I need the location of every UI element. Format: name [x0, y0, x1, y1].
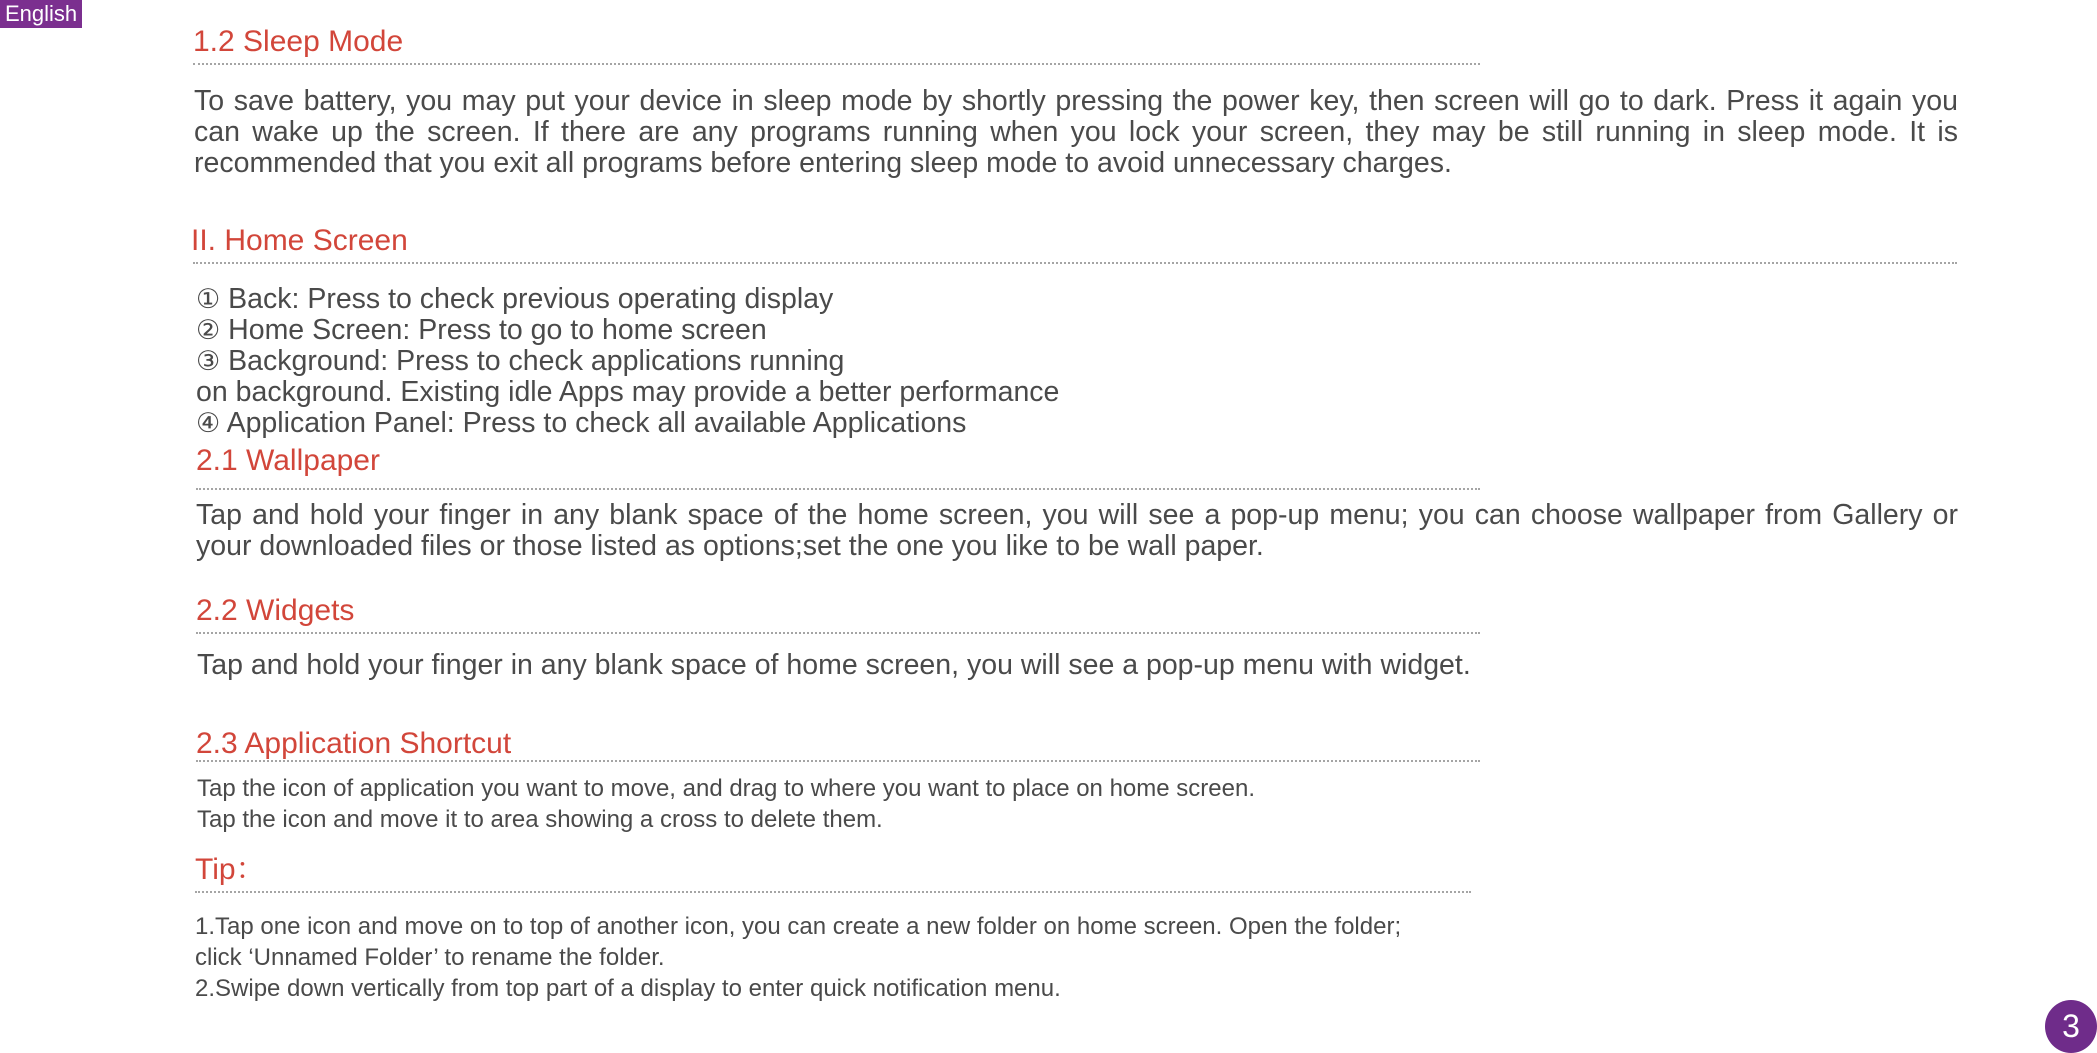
- home-screen-heading: II. Home Screen: [191, 224, 408, 257]
- list-item-text: Home Screen: Press to go to home screen: [220, 314, 767, 346]
- wallpaper-text: Tap and hold your finger in any blank space of the home screen, you will see a pop-up menu; you can choose wallpaper from Gallery or your downloaded files or those listed as options;set the one you like to be wall paper.: [196, 499, 1958, 562]
- wallpaper-heading: 2.1 Wallpaper: [196, 444, 380, 477]
- list-item-text: Application Panel: Press to check all available Applications: [220, 407, 967, 439]
- tip-line: 1.Tap one icon and move on to top of another icon, you can create a new folder on home screen. Open the folder;: [195, 913, 1402, 940]
- sleep-mode-heading: 1.2 Sleep Mode: [193, 25, 404, 58]
- sleep-mode-text: To save battery, you may put your device in sleep mode by shortly pressing the power key, then screen will go to dark. Press it again you can wake up the screen. If there are any programs running when you lock your screen, they may be still running in sleep mode. It is recommended that you exit all programs before entering sleep mode to avoid unnecessary charges.: [194, 85, 1958, 179]
- list-item-back: [196, 284, 1496, 315]
- app-shortcut-heading: 2.3 Application Shortcut: [196, 727, 512, 760]
- app-shortcut-paragraph: [197, 773, 1255, 835]
- list-item-home-screen: [196, 315, 1496, 346]
- home-screen-list: [196, 284, 1496, 439]
- tip-heading: Tip：: [195, 853, 266, 886]
- list-item-text: on background. Existing idle Apps may provide a better performance: [196, 376, 1060, 408]
- section-divider: [195, 891, 1471, 893]
- circled-number-2: ②: [196, 315, 221, 346]
- circled-number-3: ③: [196, 346, 221, 377]
- page-number-badge: 3: [2045, 1000, 2097, 1053]
- wallpaper-paragraph: [196, 500, 1958, 562]
- section-divider: [196, 632, 1480, 634]
- tip-line: click ‘Unnamed Folder’ to rename the folder.: [195, 944, 665, 971]
- circled-number-1: ①: [196, 284, 221, 315]
- section-divider: [193, 63, 1480, 65]
- widgets-text: Tap and hold your finger in any blank space of home screen, you will see a pop-up menu with widget.: [197, 649, 1471, 681]
- tip-line: 2.Swipe down vertically from top part of a display to enter quick notification menu.: [195, 975, 1061, 1002]
- list-item-text: Background: Press to check applications running: [220, 345, 845, 377]
- section-divider: [193, 262, 1957, 264]
- tip-paragraph: [195, 911, 1401, 1004]
- app-shortcut-line: Tap the icon of application you want to move, and drag to where you want to place on home screen.: [197, 775, 1255, 802]
- widgets-heading: 2.2 Widgets: [196, 594, 355, 627]
- app-shortcut-line: Tap the icon and move it to area showing a cross to delete them.: [197, 806, 883, 833]
- section-divider: [196, 760, 1480, 762]
- sleep-mode-paragraph: [194, 86, 1958, 179]
- section-divider: [196, 488, 1480, 490]
- language-tab[interactable]: English: [0, 0, 82, 28]
- list-item-background-continued: [196, 377, 1496, 408]
- list-item-background: [196, 346, 1496, 377]
- widgets-paragraph: [197, 650, 1471, 681]
- circled-number-4: ④: [196, 408, 221, 439]
- list-item-application-panel: [196, 408, 1496, 439]
- list-item-text: Back: Press to check previous operating display: [220, 283, 834, 315]
